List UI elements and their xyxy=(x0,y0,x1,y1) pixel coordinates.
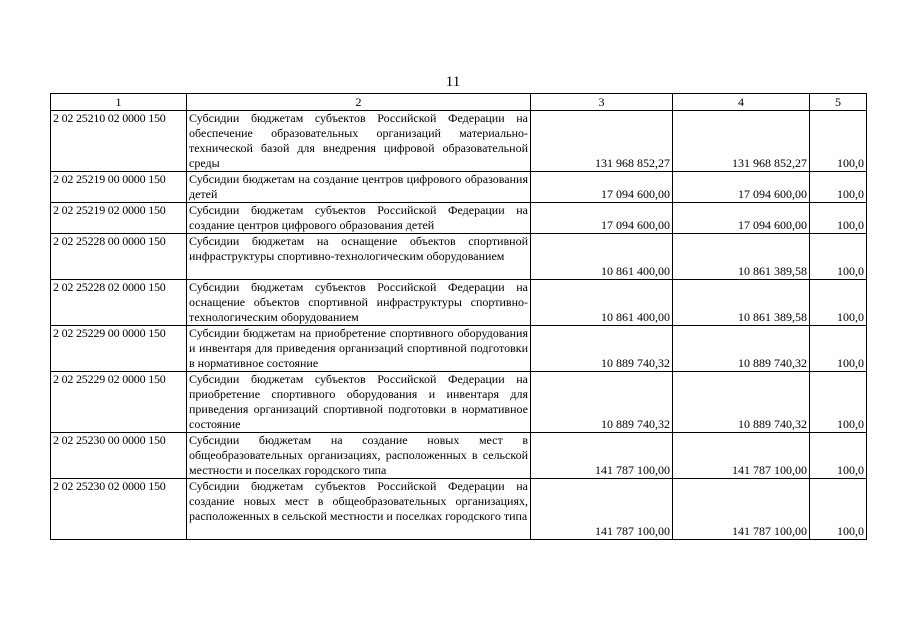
budget-code-cell: 2 02 25228 02 0000 150 xyxy=(51,280,187,326)
plan-amount-cell: 17 094 600,00 xyxy=(531,172,673,203)
plan-amount-cell: 131 968 852,27 xyxy=(531,111,673,172)
table-row xyxy=(51,234,867,280)
table-row xyxy=(51,326,867,372)
actual-amount-cell: 10 861 389,58 xyxy=(673,280,810,326)
actual-amount-cell: 17 094 600,00 xyxy=(673,172,810,203)
percent-cell: 100,0 xyxy=(810,433,867,479)
table-row xyxy=(51,172,867,203)
budget-code-cell: 2 02 25210 02 0000 150 xyxy=(51,111,187,172)
budget-code-cell: 2 02 25229 00 0000 150 xyxy=(51,326,187,372)
column-header: 2 xyxy=(187,94,531,111)
plan-amount-cell: 10 889 740,32 xyxy=(531,372,673,433)
budget-code-cell: 2 02 25230 00 0000 150 xyxy=(51,433,187,479)
budget-code-cell: 2 02 25219 00 0000 150 xyxy=(51,172,187,203)
plan-amount-cell: 141 787 100,00 xyxy=(531,479,673,540)
actual-amount-cell: 17 094 600,00 xyxy=(673,203,810,234)
budget-code-cell: 2 02 25228 00 0000 150 xyxy=(51,234,187,280)
table-row xyxy=(51,280,867,326)
actual-amount-cell: 131 968 852,27 xyxy=(673,111,810,172)
budget-code-cell: 2 02 25230 02 0000 150 xyxy=(51,479,187,540)
plan-amount-cell: 141 787 100,00 xyxy=(531,433,673,479)
actual-amount-cell: 10 889 740,32 xyxy=(673,326,810,372)
table-row xyxy=(51,372,867,433)
percent-cell: 100,0 xyxy=(810,203,867,234)
description-cell: Субсидии бюджетам на создание центров цифрового образования детей xyxy=(187,172,531,203)
description-cell: Субсидии бюджетам на оснащение объектов спортивной инфраструктуры спортивно-технологическим оборудованием xyxy=(187,234,531,280)
description-cell: Субсидии бюджетам субъектов Российской Федерации на оснащение объектов спортивной инфраструктуры спортивно-технологическим оборудованием xyxy=(187,280,531,326)
plan-amount-cell: 10 861 400,00 xyxy=(531,234,673,280)
actual-amount-cell: 141 787 100,00 xyxy=(673,479,810,540)
description-cell: Субсидии бюджетам субъектов Российской Федерации на создание новых мест в общеобразовательных организациях, расположенных в сельской местности и поселках городского типа xyxy=(187,479,531,540)
page-number: 11 xyxy=(445,74,461,90)
plan-amount-cell: 10 889 740,32 xyxy=(531,326,673,372)
description-cell: Субсидии бюджетам субъектов Российской Федерации на создание центров цифрового образования детей xyxy=(187,203,531,234)
actual-amount-cell: 10 889 740,32 xyxy=(673,372,810,433)
percent-cell: 100,0 xyxy=(810,280,867,326)
percent-cell: 100,0 xyxy=(810,326,867,372)
budget-code-cell: 2 02 25219 02 0000 150 xyxy=(51,203,187,234)
plan-amount-cell: 10 861 400,00 xyxy=(531,280,673,326)
description-cell: Субсидии бюджетам на создание новых мест в общеобразовательных организациях, расположенных в сельской местности и поселках городского типа xyxy=(187,433,531,479)
budget-code-cell: 2 02 25229 02 0000 150 xyxy=(51,372,187,433)
percent-cell: 100,0 xyxy=(810,172,867,203)
column-header: 4 xyxy=(673,94,810,111)
actual-amount-cell: 10 861 389,58 xyxy=(673,234,810,280)
percent-cell: 100,0 xyxy=(810,111,867,172)
column-header: 1 xyxy=(51,94,187,111)
column-header: 3 xyxy=(531,94,673,111)
table-row xyxy=(51,479,867,540)
table-row xyxy=(51,433,867,479)
column-header: 5 xyxy=(810,94,867,111)
actual-amount-cell: 141 787 100,00 xyxy=(673,433,810,479)
percent-cell: 100,0 xyxy=(810,479,867,540)
table-row xyxy=(51,203,867,234)
percent-cell: 100,0 xyxy=(810,234,867,280)
budget-table xyxy=(50,93,867,540)
percent-cell: 100,0 xyxy=(810,372,867,433)
plan-amount-cell: 17 094 600,00 xyxy=(531,203,673,234)
table-row xyxy=(51,111,867,172)
header-row xyxy=(51,94,867,111)
description-cell: Субсидии бюджетам субъектов Российской Федерации на обеспечение образовательных организаций материально-технической базой для внедрения цифровой образовательной среды xyxy=(187,111,531,172)
description-cell: Субсидии бюджетам субъектов Российской Федерации на приобретение спортивного оборудования и инвентаря для приведения организаций спортивной подготовки в нормативное состояние xyxy=(187,372,531,433)
description-cell: Субсидии бюджетам на приобретение спортивного оборудования и инвентаря для приведения организаций спортивной подготовки в нормативное состояние xyxy=(187,326,531,372)
